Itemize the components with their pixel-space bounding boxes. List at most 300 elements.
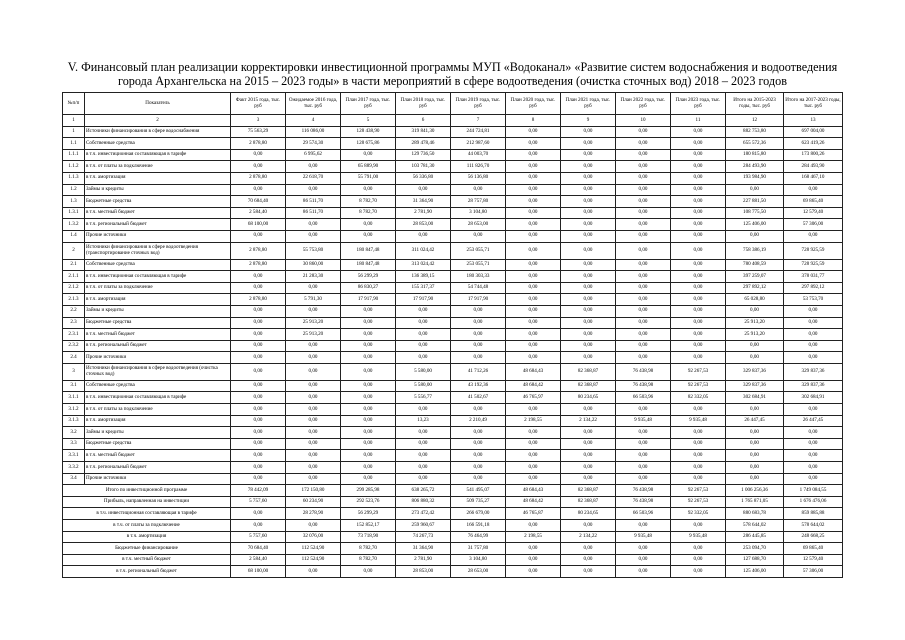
document-title bbox=[40, 60, 865, 88]
value-cell: 0,00 bbox=[784, 184, 843, 196]
row-number: 3.1.3 bbox=[63, 415, 85, 427]
value-cell: 0,00 bbox=[396, 329, 451, 341]
value-cell: 0,00 bbox=[286, 184, 341, 196]
value-cell: 266 679,00 bbox=[451, 508, 506, 520]
value-cell: 0,00 bbox=[616, 259, 671, 271]
row-number: 1.3 bbox=[63, 196, 85, 208]
value-cell: 0,00 bbox=[506, 207, 561, 219]
value-cell: 0,00 bbox=[616, 196, 671, 208]
value-cell: 0,00 bbox=[506, 352, 561, 364]
value-cell: 31 364,90 bbox=[396, 196, 451, 208]
row-label: Бюджетные средства bbox=[85, 317, 231, 329]
value-cell: 0,00 bbox=[506, 543, 561, 555]
value-cell: 0,00 bbox=[341, 392, 396, 404]
value-cell: 0,00 bbox=[561, 404, 616, 416]
value-cell: 0,00 bbox=[506, 259, 561, 271]
value-cell: 22 618,70 bbox=[286, 172, 341, 184]
value-cell: 882 753,80 bbox=[726, 126, 784, 138]
value-cell: 0,00 bbox=[616, 294, 671, 306]
value-cell: 0,00 bbox=[561, 554, 616, 566]
value-cell: 0,00 bbox=[726, 462, 784, 474]
value-cell: 54 744,48 bbox=[451, 282, 506, 294]
table-row bbox=[63, 363, 843, 380]
value-cell: 43 192,36 bbox=[451, 380, 506, 392]
value-cell: 0,00 bbox=[616, 126, 671, 138]
row-label: в т.ч. местный бюджет bbox=[85, 207, 231, 219]
value-cell: 0,00 bbox=[286, 392, 341, 404]
value-cell: 0,00 bbox=[506, 427, 561, 439]
value-cell: 69 865,40 bbox=[784, 543, 843, 555]
value-cell: 0,00 bbox=[726, 184, 784, 196]
value-cell: 0,00 bbox=[286, 473, 341, 485]
row-label: в т.ч. от платы за подключение bbox=[63, 520, 231, 532]
value-cell: 0,00 bbox=[341, 450, 396, 462]
value-cell: 180 847,48 bbox=[341, 259, 396, 271]
value-cell: 0,00 bbox=[616, 329, 671, 341]
value-cell: 578 644,02 bbox=[726, 520, 784, 532]
column-number: 4 bbox=[286, 115, 341, 127]
value-cell: 1 676 476,06 bbox=[784, 496, 843, 508]
value-cell: 0,00 bbox=[616, 427, 671, 439]
table-row bbox=[63, 340, 843, 352]
table-row bbox=[63, 294, 843, 306]
column-number: 13 bbox=[784, 115, 843, 127]
table-row bbox=[63, 415, 843, 427]
value-cell: 0,00 bbox=[451, 329, 506, 341]
value-cell: 0,00 bbox=[671, 543, 726, 555]
column-number: 11 bbox=[671, 115, 726, 127]
value-cell: 0,00 bbox=[561, 172, 616, 184]
table-row bbox=[63, 392, 843, 404]
value-cell: 227 881,50 bbox=[726, 196, 784, 208]
value-cell: 0,00 bbox=[671, 219, 726, 231]
value-cell: 5 757,60 bbox=[231, 531, 286, 543]
value-cell: 0,00 bbox=[616, 404, 671, 416]
table-row bbox=[63, 172, 843, 184]
value-cell: 0,00 bbox=[784, 317, 843, 329]
value-cell: 0,00 bbox=[726, 473, 784, 485]
value-cell: 0,00 bbox=[286, 305, 341, 317]
value-cell: 0,00 bbox=[561, 317, 616, 329]
value-cell: 76 438,98 bbox=[616, 485, 671, 497]
value-cell: 0,00 bbox=[341, 230, 396, 242]
value-cell: 0,00 bbox=[671, 271, 726, 283]
column-header: Итого на 2017-2023 годы, тыс. руб bbox=[784, 93, 843, 115]
row-label: Итого по инвестиционной программе bbox=[63, 485, 231, 497]
value-cell: 28 757,80 bbox=[451, 196, 506, 208]
value-cell: 155 317,37 bbox=[396, 282, 451, 294]
value-cell: 0,00 bbox=[561, 242, 616, 259]
value-cell: 0,00 bbox=[561, 427, 616, 439]
row-number: 1.4 bbox=[63, 230, 85, 242]
value-cell: 0,00 bbox=[506, 473, 561, 485]
value-cell: 8 782,70 bbox=[341, 554, 396, 566]
value-cell: 2 878,80 bbox=[231, 259, 286, 271]
value-cell: 0,00 bbox=[231, 415, 286, 427]
value-cell: 0,00 bbox=[616, 305, 671, 317]
value-cell: 28 853,00 bbox=[396, 219, 451, 231]
value-cell: 0,00 bbox=[671, 450, 726, 462]
value-cell: 0,00 bbox=[616, 554, 671, 566]
value-cell: 0,00 bbox=[341, 219, 396, 231]
value-cell: 2 198,55 bbox=[506, 415, 561, 427]
value-cell: 0,00 bbox=[671, 340, 726, 352]
value-cell: 65 028,80 bbox=[726, 294, 784, 306]
value-cell: 108 775,50 bbox=[726, 207, 784, 219]
row-label: Бюджетные средства bbox=[85, 438, 231, 450]
value-cell: 193 984,90 bbox=[726, 172, 784, 184]
value-cell: 0,00 bbox=[341, 462, 396, 474]
value-cell: 0,00 bbox=[726, 305, 784, 317]
value-cell: 112 524,90 bbox=[286, 554, 341, 566]
value-cell: 55 791,00 bbox=[341, 172, 396, 184]
table-row bbox=[63, 485, 843, 497]
value-cell: 68 100,00 bbox=[231, 219, 286, 231]
value-cell: 73 718,90 bbox=[341, 531, 396, 543]
value-cell: 78 442,09 bbox=[231, 485, 286, 497]
value-cell: 0,00 bbox=[671, 126, 726, 138]
value-cell: 82 332,05 bbox=[671, 392, 726, 404]
value-cell: 0,00 bbox=[396, 450, 451, 462]
value-cell: 0,00 bbox=[561, 329, 616, 341]
table-row bbox=[63, 242, 843, 259]
value-cell: 2 878,80 bbox=[231, 138, 286, 150]
value-cell: 0,00 bbox=[396, 438, 451, 450]
row-label: Источники финансирования в сфере водоотведения (очистка сточных вод) bbox=[85, 363, 231, 380]
value-cell: 92 267,53 bbox=[671, 380, 726, 392]
value-cell: 0,00 bbox=[451, 473, 506, 485]
value-cell: 0,00 bbox=[451, 438, 506, 450]
table-row bbox=[63, 230, 843, 242]
value-cell: 76 438,98 bbox=[616, 363, 671, 380]
row-label: в т.ч. амортизация bbox=[85, 415, 231, 427]
value-cell: 0,00 bbox=[396, 462, 451, 474]
value-cell: 0,00 bbox=[286, 230, 341, 242]
value-cell: 0,00 bbox=[561, 462, 616, 474]
value-cell: 292 523,76 bbox=[341, 496, 396, 508]
column-header: Факт 2015 года, тыс. руб bbox=[231, 93, 286, 115]
value-cell: 0,00 bbox=[616, 317, 671, 329]
value-cell: 0,00 bbox=[561, 543, 616, 555]
row-number: 3.2 bbox=[63, 427, 85, 439]
value-cell: 248 668,25 bbox=[784, 531, 843, 543]
value-cell: 0,00 bbox=[231, 230, 286, 242]
value-cell: 0,00 bbox=[561, 207, 616, 219]
value-cell: 70 684,40 bbox=[231, 543, 286, 555]
title-line-2: города Архангельска на 2015 – 2023 годы» в части мероприятий в сфере водоотведения (очистка сточных вод) 2018 – 2023 годов bbox=[118, 74, 787, 88]
value-cell: 0,00 bbox=[506, 438, 561, 450]
value-cell: 0,00 bbox=[341, 340, 396, 352]
value-cell: 0,00 bbox=[286, 363, 341, 380]
value-cell: 0,00 bbox=[671, 352, 726, 364]
value-cell: 0,00 bbox=[506, 317, 561, 329]
value-cell: 48 684,42 bbox=[506, 496, 561, 508]
value-cell: 172 150,80 bbox=[286, 485, 341, 497]
value-cell: 0,00 bbox=[341, 363, 396, 380]
value-cell: 0,00 bbox=[671, 317, 726, 329]
value-cell: 56 299,29 bbox=[341, 271, 396, 283]
value-cell: 56 136,80 bbox=[451, 172, 506, 184]
value-cell: 66 503,96 bbox=[616, 392, 671, 404]
value-cell: 0,00 bbox=[506, 282, 561, 294]
value-cell: 0,00 bbox=[506, 404, 561, 416]
column-header: Показатель bbox=[85, 93, 231, 115]
row-label: Займы и кредиты bbox=[85, 305, 231, 317]
row-label: Прочие источники bbox=[85, 352, 231, 364]
value-cell: 806 880,32 bbox=[396, 496, 451, 508]
table-row bbox=[63, 259, 843, 271]
value-cell: 53 753,70 bbox=[784, 294, 843, 306]
row-label: в т.ч. местный бюджет bbox=[63, 554, 231, 566]
value-cell: 0,00 bbox=[561, 294, 616, 306]
value-cell: 0,00 bbox=[286, 462, 341, 474]
value-cell: 253 055,71 bbox=[451, 242, 506, 259]
value-cell: 0,00 bbox=[784, 450, 843, 462]
value-cell: 1 749 084,55 bbox=[784, 485, 843, 497]
value-cell: 638 265,72 bbox=[396, 485, 451, 497]
value-cell: 0,00 bbox=[561, 352, 616, 364]
value-cell: 780 408,59 bbox=[726, 259, 784, 271]
value-cell: 0,00 bbox=[784, 340, 843, 352]
column-header: Ожидаемое 2016 года, тыс. руб bbox=[286, 93, 341, 115]
row-label: Собственные средства bbox=[85, 259, 231, 271]
value-cell: 212 987,60 bbox=[451, 138, 506, 150]
value-cell: 0,00 bbox=[231, 317, 286, 329]
row-label: в т.ч. местный бюджет bbox=[85, 329, 231, 341]
column-number: 12 bbox=[726, 115, 784, 127]
value-cell: 0,00 bbox=[671, 207, 726, 219]
row-label: в т.ч. региональный бюджет bbox=[85, 462, 231, 474]
value-cell: 5 580,00 bbox=[396, 380, 451, 392]
column-header: План 2018 года, тыс. руб bbox=[396, 93, 451, 115]
value-cell: 25 913,20 bbox=[726, 317, 784, 329]
value-cell: 13,23 bbox=[396, 415, 451, 427]
value-cell: 0,00 bbox=[231, 271, 286, 283]
value-cell: 28 278,90 bbox=[286, 508, 341, 520]
row-label: Прочие источники bbox=[85, 473, 231, 485]
value-cell: 31 757,80 bbox=[451, 543, 506, 555]
value-cell: 0,00 bbox=[451, 305, 506, 317]
column-number: 6 bbox=[396, 115, 451, 127]
row-number: 2.2 bbox=[63, 305, 85, 317]
table-row bbox=[63, 219, 843, 231]
value-cell: 0,00 bbox=[231, 473, 286, 485]
value-cell: 111 826,70 bbox=[451, 161, 506, 173]
value-cell: 136 389,15 bbox=[396, 271, 451, 283]
value-cell: 0,00 bbox=[231, 149, 286, 161]
value-cell: 29 574,30 bbox=[286, 138, 341, 150]
value-cell: 31 364,90 bbox=[396, 543, 451, 555]
value-cell: 168 467,10 bbox=[784, 172, 843, 184]
value-cell: 0,00 bbox=[396, 230, 451, 242]
row-number: 2.1.2 bbox=[63, 282, 85, 294]
value-cell: 0,00 bbox=[506, 172, 561, 184]
table-header-row bbox=[63, 93, 843, 115]
value-cell: 1 765 871,05 bbox=[726, 496, 784, 508]
value-cell: 74 267,73 bbox=[396, 531, 451, 543]
value-cell: 25 913,20 bbox=[726, 329, 784, 341]
column-number: 2 bbox=[85, 115, 231, 127]
value-cell: 0,00 bbox=[671, 259, 726, 271]
value-cell: 12 579,40 bbox=[784, 207, 843, 219]
value-cell: 0,00 bbox=[341, 415, 396, 427]
value-cell: 0,00 bbox=[726, 340, 784, 352]
value-cell: 48 684,42 bbox=[506, 380, 561, 392]
value-cell: 76 464,99 bbox=[451, 531, 506, 543]
value-cell: 32 076,00 bbox=[286, 531, 341, 543]
value-cell: 0,00 bbox=[616, 282, 671, 294]
value-cell: 0,00 bbox=[286, 520, 341, 532]
row-label: в т.ч. региональный бюджет bbox=[85, 340, 231, 352]
value-cell: 0,00 bbox=[561, 184, 616, 196]
value-cell: 68 100,00 bbox=[231, 566, 286, 578]
value-cell: 0,00 bbox=[341, 329, 396, 341]
value-cell: 0,00 bbox=[506, 184, 561, 196]
value-cell: 0,00 bbox=[784, 473, 843, 485]
value-cell: 299 285,98 bbox=[341, 485, 396, 497]
row-number: 1.1.2 bbox=[63, 161, 85, 173]
row-number: 2.4 bbox=[63, 352, 85, 364]
column-header: План 2017 года, тыс. руб bbox=[341, 93, 396, 115]
value-cell: 0,00 bbox=[616, 207, 671, 219]
value-cell: 80 234,65 bbox=[561, 392, 616, 404]
value-cell: 76 438,98 bbox=[616, 380, 671, 392]
value-cell: 28 853,00 bbox=[396, 566, 451, 578]
value-cell: 3 104,80 bbox=[451, 554, 506, 566]
value-cell: 0,00 bbox=[506, 566, 561, 578]
value-cell: 0,00 bbox=[451, 404, 506, 416]
value-cell: 313 024,42 bbox=[396, 259, 451, 271]
column-number: 9 bbox=[561, 115, 616, 127]
value-cell: 0,00 bbox=[506, 305, 561, 317]
value-cell: 2 878,80 bbox=[231, 294, 286, 306]
value-cell: 0,00 bbox=[616, 138, 671, 150]
value-cell: 0,00 bbox=[616, 242, 671, 259]
table-row bbox=[63, 566, 843, 578]
value-cell: 0,00 bbox=[671, 184, 726, 196]
value-cell: 66 503,96 bbox=[616, 508, 671, 520]
value-cell: 329 837,36 bbox=[784, 380, 843, 392]
value-cell: 0,00 bbox=[451, 230, 506, 242]
row-label: Собственные средства bbox=[85, 138, 231, 150]
value-cell: 0,00 bbox=[561, 196, 616, 208]
value-cell: 0,00 bbox=[506, 340, 561, 352]
value-cell: 859 885,88 bbox=[784, 508, 843, 520]
value-cell: 0,00 bbox=[671, 438, 726, 450]
value-cell: 0,00 bbox=[286, 566, 341, 578]
value-cell: 0,00 bbox=[341, 305, 396, 317]
value-cell: 0,00 bbox=[671, 230, 726, 242]
value-cell: 0,00 bbox=[341, 404, 396, 416]
value-cell: 0,00 bbox=[231, 184, 286, 196]
value-cell: 302 684,91 bbox=[784, 392, 843, 404]
value-cell: 0,00 bbox=[784, 329, 843, 341]
value-cell: 0,00 bbox=[616, 473, 671, 485]
value-cell: 0,00 bbox=[286, 161, 341, 173]
value-cell: 48 684,43 bbox=[506, 485, 561, 497]
row-number: 1.3.2 bbox=[63, 219, 85, 231]
value-cell: 0,00 bbox=[561, 230, 616, 242]
value-cell: 55 753,80 bbox=[286, 242, 341, 259]
table-row bbox=[63, 138, 843, 150]
row-number: 3 bbox=[63, 363, 85, 380]
value-cell: 129 736,50 bbox=[396, 149, 451, 161]
value-cell: 0,00 bbox=[671, 138, 726, 150]
value-cell: 0,00 bbox=[451, 352, 506, 364]
value-cell: 9 935,48 bbox=[671, 415, 726, 427]
row-number: 2.3 bbox=[63, 317, 85, 329]
row-label: в т.ч. амортизация bbox=[85, 294, 231, 306]
value-cell: 0,00 bbox=[616, 219, 671, 231]
value-cell: 0,00 bbox=[506, 271, 561, 283]
value-cell: 82 368,87 bbox=[561, 380, 616, 392]
value-cell: 0,00 bbox=[561, 126, 616, 138]
column-number: 10 bbox=[616, 115, 671, 127]
value-cell: 0,00 bbox=[671, 161, 726, 173]
value-cell: 28 653,00 bbox=[451, 219, 506, 231]
value-cell: 0,00 bbox=[396, 340, 451, 352]
value-cell: 80 234,65 bbox=[561, 508, 616, 520]
value-cell: 125 406,00 bbox=[726, 219, 784, 231]
table-row bbox=[63, 126, 843, 138]
row-number: 2.1 bbox=[63, 259, 85, 271]
value-cell: 0,00 bbox=[616, 438, 671, 450]
value-cell: 2 584,40 bbox=[231, 554, 286, 566]
row-label: в т.ч. от платы за подключение bbox=[85, 282, 231, 294]
value-cell: 0,00 bbox=[286, 380, 341, 392]
column-header: План 2019 года, тыс. руб bbox=[451, 93, 506, 115]
value-cell: 46 765,97 bbox=[506, 392, 561, 404]
value-cell: 1 006 256,36 bbox=[726, 485, 784, 497]
value-cell: 166 591,18 bbox=[451, 520, 506, 532]
value-cell: 0,00 bbox=[286, 282, 341, 294]
value-cell: 0,00 bbox=[231, 305, 286, 317]
value-cell: 0,00 bbox=[231, 363, 286, 380]
value-cell: 75 563,29 bbox=[231, 126, 286, 138]
value-cell: 253 055,71 bbox=[451, 259, 506, 271]
column-number: 5 bbox=[341, 115, 396, 127]
row-label: в т.ч. амортизация bbox=[63, 531, 231, 543]
value-cell: 65 889,90 bbox=[341, 161, 396, 173]
value-cell: 297 892,12 bbox=[784, 282, 843, 294]
value-cell: 297 892,12 bbox=[726, 282, 784, 294]
value-cell: 82 368,87 bbox=[561, 485, 616, 497]
value-cell: 0,00 bbox=[671, 554, 726, 566]
row-number: 3.1.1 bbox=[63, 392, 85, 404]
value-cell: 0,00 bbox=[451, 462, 506, 474]
value-cell: 0,00 bbox=[616, 462, 671, 474]
value-cell: 0,00 bbox=[506, 450, 561, 462]
value-cell: 26 447,45 bbox=[784, 415, 843, 427]
value-cell: 0,00 bbox=[341, 473, 396, 485]
row-label: в т.ч. инвестиционная составляющая в тарифе bbox=[85, 392, 231, 404]
value-cell: 0,00 bbox=[616, 230, 671, 242]
value-cell: 697 004,00 bbox=[784, 126, 843, 138]
value-cell: 0,00 bbox=[616, 161, 671, 173]
value-cell: 28 653,00 bbox=[451, 566, 506, 578]
value-cell: 17 917,90 bbox=[451, 294, 506, 306]
value-cell: 2 878,80 bbox=[231, 172, 286, 184]
row-label: Источники финансирования в сфере водоснабжения bbox=[85, 126, 231, 138]
row-number: 3.3.2 bbox=[63, 462, 85, 474]
value-cell: 253 094,70 bbox=[726, 543, 784, 555]
value-cell: 0,00 bbox=[231, 340, 286, 352]
value-cell: 0,00 bbox=[671, 462, 726, 474]
value-cell: 25 913,20 bbox=[286, 317, 341, 329]
value-cell: 2 584,40 bbox=[231, 207, 286, 219]
value-cell: 655 572,36 bbox=[726, 138, 784, 150]
value-cell: 758 386,19 bbox=[726, 242, 784, 259]
